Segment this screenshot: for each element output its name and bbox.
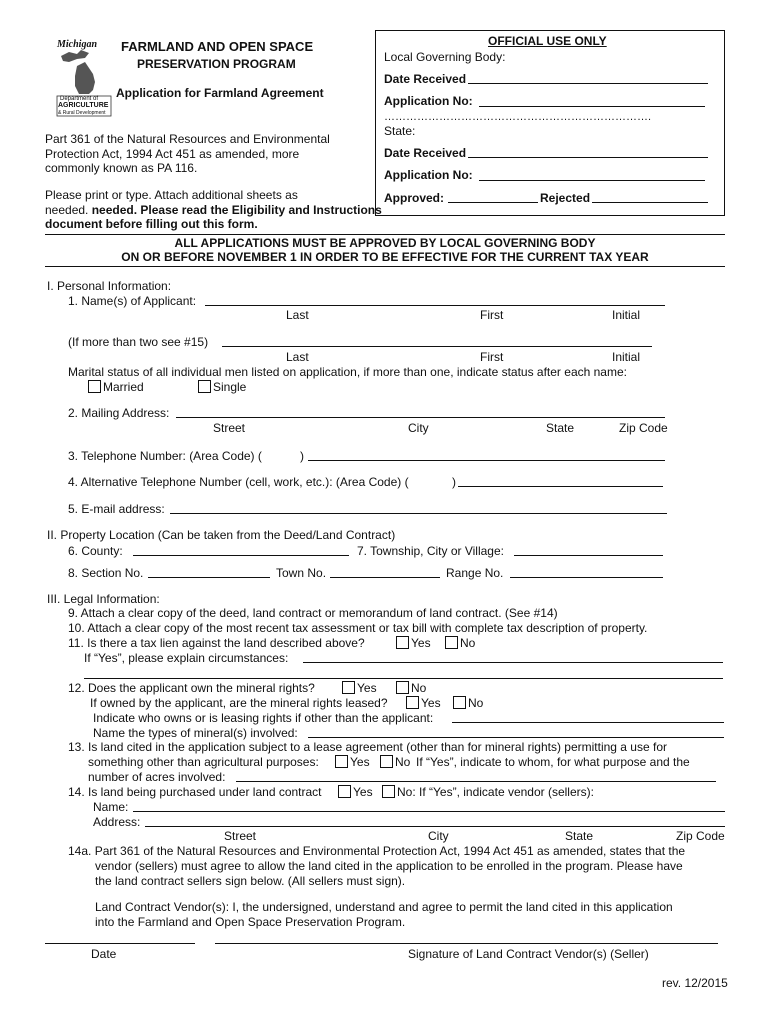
mineral-no-label: No <box>411 681 427 695</box>
item-13c: If “Yes”, indicate to whom, for what purpose and the <box>416 755 690 769</box>
vendor-name-label: Name: <box>93 800 129 814</box>
item-9: 9. Attach a clear copy of the deed, land contract or memorandum of land contract. (See #14) <box>68 606 558 620</box>
last-label-2: Last <box>286 350 309 364</box>
mailing-address-field[interactable] <box>176 417 665 418</box>
state-label: State: <box>384 124 416 138</box>
logo-word: Michigan <box>57 39 98 50</box>
mineral-no-checkbox[interactable] <box>396 681 409 694</box>
city-label: City <box>408 421 429 435</box>
item-14a-3: the land contract sellers sign below. (All sellers must sign). <box>95 874 406 888</box>
leased-no-checkbox[interactable] <box>453 696 466 709</box>
vendor-city-label: City <box>428 829 449 843</box>
vendor-statement-2: into the Farmland and Open Space Preservation Program. <box>95 915 406 929</box>
leased-yes-label: Yes <box>421 696 441 710</box>
email-field[interactable] <box>170 513 667 514</box>
date-label: Date <box>91 947 117 961</box>
alt-telephone-label: 4. Alternative Telephone Number (cell, work, etc.): (Area Code) ( <box>68 475 409 489</box>
mineral-leased-label: If owned by the applicant, are the mineral rights leased? <box>90 696 388 710</box>
section-1-heading: I. Personal Information: <box>47 279 172 293</box>
official-use-title: OFFICIAL USE ONLY <box>488 34 607 48</box>
county-label: 6. County: <box>68 544 123 558</box>
section-no-label: 8. Section No. <box>68 566 144 580</box>
lease-yes-label: Yes <box>350 755 370 769</box>
item-13d: number of acres involved: <box>88 770 226 784</box>
local-application-no-field[interactable] <box>479 106 705 107</box>
logo-dept-1: Department of <box>60 96 99 102</box>
initial-label: Initial <box>612 308 641 322</box>
lease-no-label: No <box>395 755 411 769</box>
form-subtitle: PRESERVATION PROGRAM <box>137 57 296 71</box>
marital-status-text: Marital status of all individual men listed on application, if more than one, indicate status after each name: <box>68 365 627 379</box>
local-governing-body-label: Local Governing Body: <box>384 50 506 64</box>
vendor-name-field[interactable] <box>133 811 725 812</box>
mineral-types-field[interactable] <box>308 737 724 738</box>
telephone-paren: ) <box>300 449 304 463</box>
vendor-state-label: State <box>565 829 594 843</box>
zip-label: Zip Code <box>619 421 668 435</box>
logo-dept-3: & Rural Development <box>58 110 106 116</box>
vendor-zip-label: Zip Code <box>676 829 725 843</box>
form-title: FARMLAND AND OPEN SPACE <box>121 39 314 54</box>
tax-lien-no-checkbox[interactable] <box>445 636 458 649</box>
vendor-address-label: Address: <box>93 815 141 829</box>
item-11: 11. Is there a tax lien against the land described above? <box>68 636 365 650</box>
single-label: Single <box>213 380 247 394</box>
item-12: 12. Does the applicant own the mineral rights? <box>68 681 315 695</box>
logo-dept-2: AGRICULTURE <box>58 102 109 109</box>
contract-no-checkbox[interactable] <box>382 785 395 798</box>
rejected-label: Rejected <box>540 191 591 205</box>
notice-line-2: ON OR BEFORE NOVEMBER 1 IN ORDER TO BE EFFECTIVE FOR THE CURRENT TAX YEAR <box>121 250 649 264</box>
rejected-field[interactable] <box>592 202 708 203</box>
contract-yes-label: Yes <box>353 785 373 799</box>
vendor-street-label: Street <box>224 829 257 843</box>
vendor-address-field[interactable] <box>145 826 725 827</box>
contract-yes-checkbox[interactable] <box>338 785 351 798</box>
section-2-heading: II. Property Location (Can be taken from the Deed/Land Contract) <box>47 528 396 542</box>
item-14a-1: 14a. Part 361 of the Natural Resources and Environmental Protection Act, 1994 Act 451 as amended, states that the <box>68 844 686 858</box>
section-no-field[interactable] <box>148 577 270 578</box>
leased-yes-checkbox[interactable] <box>406 696 419 709</box>
item-10: 10. Attach a clear copy of the most recent tax assessment or tax bill with complete tax description of property. <box>68 621 648 635</box>
mineral-yes-label: Yes <box>357 681 377 695</box>
town-no-label: Town No. <box>276 566 327 580</box>
local-date-received-label: Date Received <box>384 72 467 86</box>
range-no-label: Range No. <box>446 566 504 580</box>
range-no-field[interactable] <box>510 577 663 578</box>
explain-field-2[interactable] <box>84 678 723 679</box>
act-text-3: commonly known as PA 116. <box>45 161 198 175</box>
acres-field[interactable] <box>236 781 716 782</box>
notice-bottom-rule <box>45 266 725 267</box>
applicant-name-field[interactable] <box>205 305 665 306</box>
married-label: Married <box>103 380 144 394</box>
state-addr-label: State <box>546 421 575 435</box>
act-text-1: Part 361 of the Natural Resources and Environmental <box>45 132 330 146</box>
street-label: Street <box>213 421 246 435</box>
instructions-2b: needed. Please read the Eligibility and Instructions <box>91 203 382 217</box>
applicant-name-label: 1. Name(s) of Applicant: <box>68 294 197 308</box>
notice-line-1: ALL APPLICATIONS MUST BE APPROVED BY LOCAL GOVERNING BODY <box>174 236 596 250</box>
application-title: Application for Farmland Agreement <box>116 86 324 100</box>
revision-label: rev. 12/2015 <box>662 976 728 990</box>
state-application-no-field[interactable] <box>479 180 705 181</box>
dotted-separator: ………………………………………………………………. <box>384 111 652 123</box>
first-label-2: First <box>480 350 504 364</box>
alt-telephone-paren: ) <box>452 475 456 489</box>
item-13b: something other than agricultural purposes: <box>88 755 319 769</box>
alt-telephone-field[interactable] <box>458 486 663 487</box>
applicant-name-2-field[interactable] <box>222 346 652 347</box>
section-3-heading: III. Legal Information: <box>47 592 160 606</box>
email-label: 5. E-mail address: <box>68 502 165 516</box>
township-label: 7. Township, City or Village: <box>357 544 504 558</box>
county-field[interactable] <box>133 555 349 556</box>
state-application-no-label: Application No: <box>384 168 473 182</box>
instructions-3: document before filling out this form. <box>45 217 258 231</box>
item-13a: 13. Is land cited in the application subject to a lease agreement (other than for mineral rights) permitting a use for <box>68 740 667 754</box>
mineral-types-label: Name the types of mineral(s) involved: <box>93 726 298 740</box>
indicate-who-label: Indicate who owns or is leasing rights if other than the applicant: <box>93 711 434 725</box>
state-date-received-label: Date Received <box>384 146 467 160</box>
indicate-who-field[interactable] <box>452 722 724 723</box>
tax-lien-yes-checkbox[interactable] <box>396 636 409 649</box>
local-application-no-label: Application No: <box>384 94 473 108</box>
married-checkbox[interactable] <box>88 380 101 393</box>
telephone-label: 3. Telephone Number: (Area Code) ( <box>68 449 262 463</box>
township-field[interactable] <box>514 555 663 556</box>
vendor-statement-1: Land Contract Vendor(s): I, the undersigned, understand and agree to permit the land cited in this application <box>95 900 673 914</box>
instructions-2a: needed. <box>45 203 92 217</box>
approved-field[interactable] <box>448 202 538 203</box>
item-14a-2: vendor (sellers) must agree to allow the land cited in the application to be enrolled in the program. Please have <box>95 859 683 873</box>
state-date-received-field[interactable] <box>468 157 708 158</box>
signature-label: Signature of Land Contract Vendor(s) (Seller) <box>408 947 649 961</box>
act-text-2: Protection Act, 1994 Act 451 as amended, more <box>45 147 300 161</box>
mineral-yes-checkbox[interactable] <box>342 681 355 694</box>
notice-top-rule <box>45 234 725 235</box>
date-signature-line[interactable] <box>45 943 195 944</box>
first-label: First <box>480 308 504 322</box>
leased-no-label: No <box>468 696 484 710</box>
single-checkbox[interactable] <box>198 380 211 393</box>
instructions-1: Please print or type. Attach additional sheets as <box>45 188 298 202</box>
vendor-signature-line[interactable] <box>215 943 718 944</box>
explain-field[interactable] <box>303 662 723 663</box>
last-label: Last <box>286 308 309 322</box>
lease-yes-checkbox[interactable] <box>335 755 348 768</box>
tax-lien-yes-label: Yes <box>411 636 431 650</box>
local-date-received-field[interactable] <box>468 83 708 84</box>
item-14b: If “Yes”, indicate vendor (sellers): <box>419 785 594 799</box>
item-14: 14. Is land being purchased under land contract <box>68 785 322 799</box>
more-than-two-label: (If more than two see #15) <box>68 335 209 349</box>
approved-label: Approved: <box>384 191 444 205</box>
telephone-field[interactable] <box>308 460 665 461</box>
initial-label-2: Initial <box>612 350 641 364</box>
michigan-agriculture-logo <box>55 38 113 118</box>
lease-no-checkbox[interactable] <box>380 755 393 768</box>
mailing-address-label: 2. Mailing Address: <box>68 406 170 420</box>
town-no-field[interactable] <box>330 577 440 578</box>
contract-no-label: No <box>397 785 413 799</box>
tax-lien-no-label: No <box>460 636 476 650</box>
explain-label: If “Yes”, please explain circumstances: <box>84 651 289 665</box>
